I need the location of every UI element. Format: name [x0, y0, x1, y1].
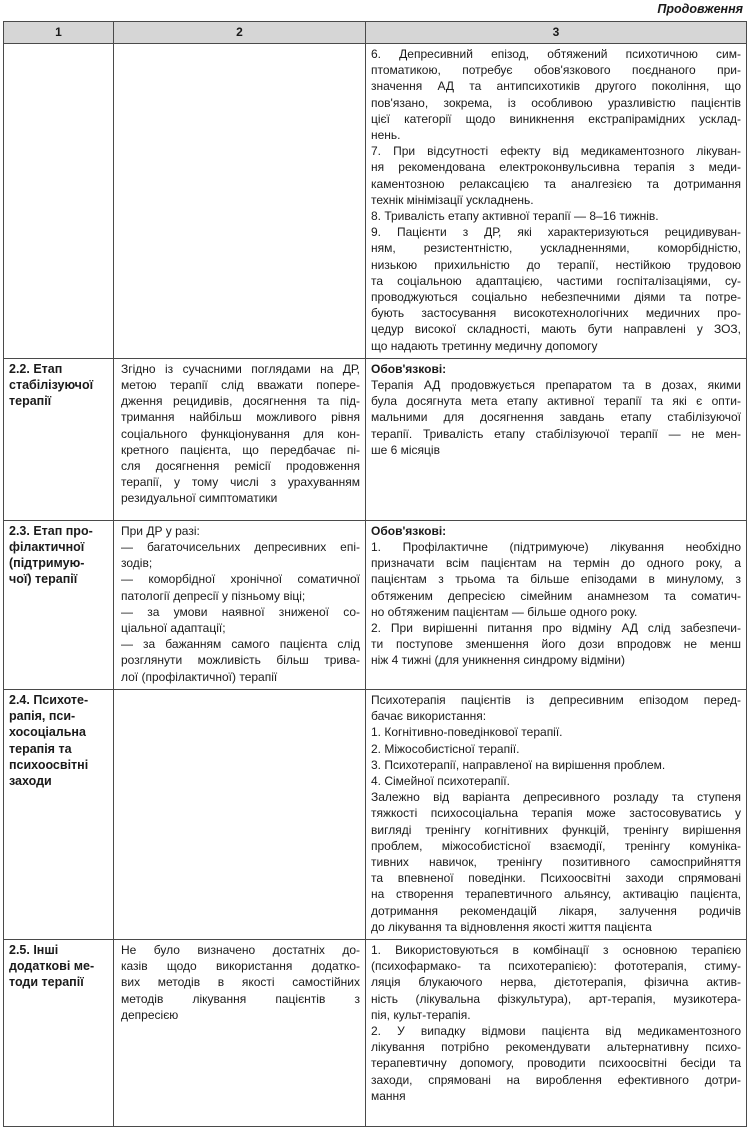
text-line: психоосвітні — [9, 757, 89, 772]
text-line: розглянути можливість більш трива- — [121, 653, 360, 668]
actions-cell — [366, 689, 747, 939]
text-line: ніж 4 тижні (для уникнення синдрому відміни) — [371, 653, 625, 668]
actions-title: Обов'язкові: — [371, 361, 447, 376]
text-line: та впевненої поведінки. Психоосвітні заходи спрямовані — [371, 871, 741, 886]
column-header-1: 1 — [4, 22, 114, 44]
text-line: 1. Когнітивно-поведінкової терапії. — [371, 725, 563, 740]
text-line: 2.4. Психоте- — [9, 692, 89, 707]
text-line: 4. Сімейної психотерапії. — [371, 773, 510, 788]
text-line: до лікування та відновлення якості життя пацієнта — [371, 919, 652, 934]
table-header-row — [4, 22, 747, 44]
text-line: ти поступове зменшення його дози впродовж не менш — [371, 637, 741, 652]
text-line: Згідно із сучасними поглядами на ДР, — [121, 361, 360, 376]
text-line: ність (лікувальна фізкультура), арт-терапія, музикотера- — [371, 991, 741, 1006]
goal-cell — [114, 939, 366, 1126]
text-line: чої) терапії — [9, 572, 78, 587]
text-line: — за умови наявної зниженої со- — [121, 604, 360, 619]
text-line: заходи — [9, 773, 52, 788]
text-line: 2.5. Інші — [9, 942, 59, 957]
continuation-label: Продовження — [657, 2, 743, 16]
text-line: каментозною релаксацією та аналгезією та дотримання — [371, 176, 741, 191]
text-line: Не було визначено достатніх до- — [121, 942, 360, 957]
text-line: цедур високої складності, мають бути направлені у ЗОЗ, — [371, 322, 741, 337]
text-line: сля досягнення ремісії продовження — [121, 459, 360, 474]
goal-cell — [114, 44, 366, 359]
text-line: лої (профілактичної) терапії — [121, 669, 278, 684]
text-line: 2.2. Етап — [9, 361, 63, 376]
stage-cell — [4, 358, 114, 520]
text-line: додаткові ме- — [9, 959, 95, 974]
actions-cell — [366, 939, 747, 1126]
text-line: терапії, у тому числі з урахуванням — [121, 475, 360, 490]
text-line: нень. — [371, 128, 401, 143]
text-line: дження рецидивів, досягнення та під- — [121, 394, 360, 409]
actions-cell — [366, 358, 747, 520]
text-line: 9. Пацієнти з ДР, які характеризуються рецидивуван- — [371, 225, 741, 240]
text-line: 6. Депресивний епізод, обтяжений психотичною сим- — [371, 47, 741, 61]
stage-cell — [4, 44, 114, 359]
text-line: заходи, спрямовані на вироблення ефективного дотри- — [371, 1072, 741, 1087]
text-line: пія, культ-терапія. — [371, 1007, 471, 1022]
stage-cell — [4, 520, 114, 689]
text-line: пацієнтам з трьома та більше епізодами в минулому, з — [371, 572, 741, 587]
text-line: кретного пацієнта, що передбачає пі- — [121, 442, 360, 457]
table-row — [4, 689, 747, 939]
text-line: значення АД та антипсихотиків другого покоління, що — [371, 79, 741, 94]
text-line: технік мінімізації ускладнень. — [371, 192, 534, 207]
stage-cell — [4, 939, 114, 1126]
text-line: Залежно від варіанта депресивного розладу та ступеня — [371, 790, 741, 805]
text-line: тримання найбільш можливого рівня — [121, 410, 360, 425]
text-line: резидуальної симптоматики — [121, 491, 278, 506]
text-line: терапевтичну допомогу, проводити психоосвітні бесіди та — [371, 1056, 741, 1071]
text-line: 3. Психотерапії, направленої на вирішення проблем. — [371, 757, 666, 772]
text-line: терапія та — [9, 741, 72, 756]
text-line: тивних навичок, тренінгу позитивного самосприйняття — [371, 854, 741, 869]
text-line: 1. Профілактичне (підтримуюче) лікування необхідно — [371, 540, 741, 555]
text-line: 7. При відсутності ефекту від медикаментозного лікуван- — [371, 144, 741, 159]
text-line: бують застосування високотехнологічних медичних про- — [371, 306, 741, 321]
text-line: була досягнута мета етапу активної терапії та які є опти- — [371, 394, 741, 409]
stage-cell — [4, 689, 114, 939]
text-line: 2.3. Етап про- — [9, 523, 93, 538]
text-line: мальними для досягнення завдань етапу стабілізуючої — [371, 410, 741, 425]
text-line: терапії. Тривалість етапу стабілізуючої терапії — не мен- — [371, 426, 741, 441]
text-line: терапії — [9, 394, 52, 409]
text-line: патології депресії у пізньому віці; — [121, 588, 306, 603]
text-line: низькою прихильністю до терапії, нестійкою трудовою — [371, 257, 741, 272]
text-line: тяжкості психосоціальна терапія може застосовуватись у — [371, 806, 741, 821]
text-line: 2. При вирішенні питання про відміну АД слід забезпечи- — [371, 621, 741, 636]
text-line: що надають третинну медичну допомогу — [371, 338, 598, 353]
table-row — [4, 939, 747, 1126]
column-header-3: 3 — [366, 22, 747, 44]
text-line: 8. Тривалість етапу активної терапії — 8–16 тижнів. — [371, 209, 659, 224]
text-line: метою терапії слід вважати попере- — [121, 378, 360, 393]
text-line: хосоціальна — [9, 725, 86, 740]
text-line: обтяженим депресією сімейним анамнезом та соматич- — [371, 588, 741, 603]
text-line: дотримання рекомендацій лікаря, залучення родичів — [371, 903, 741, 918]
text-line: призначати всім пацієнтам на термін до одного року, а — [371, 556, 741, 571]
actions-cell — [366, 520, 747, 689]
text-line: Психотерапія пацієнтів із депресивним епізодом перед- — [371, 692, 741, 707]
text-line: та соціальною адаптацією, частими госпіталізаціями, су- — [371, 273, 741, 288]
goal-cell — [114, 358, 366, 520]
actions-title: Обов'язкові: — [371, 523, 447, 538]
text-line: зодів; — [121, 556, 153, 571]
text-line: ляція блукаючого нерва, дієтотерапія, фізична актив- — [371, 975, 741, 990]
text-line: — за бажанням самого пацієнта слід — [121, 637, 360, 652]
text-line: При ДР у разі: — [121, 523, 200, 538]
text-line: птоматикою, потребує обов'язкового поєднаного при- — [371, 63, 741, 78]
text-line: вих методів в якості самостійних — [121, 975, 360, 990]
text-line: на створення терапевтичного альянсу, активацію пацієнта, — [371, 887, 741, 902]
text-line: 2. У випадку відмови пацієнта від медикаментозного — [371, 1023, 741, 1038]
text-line: (підтримую- — [9, 556, 85, 571]
text-line: ше 6 місяців — [371, 442, 440, 457]
text-line: ціальної адаптації; — [121, 621, 226, 636]
text-line: лікування потрібно рекомендувати альтернативну психо- — [371, 1040, 741, 1055]
text-line: методів лікування пацієнтів з — [121, 991, 360, 1006]
text-line: проблем, міжособистісної взаємодії, тренінгу комунікa- — [371, 838, 741, 853]
text-line: 2. Міжособистісної терапії. — [371, 741, 520, 756]
text-line: — багаточисельних депресивних епі- — [121, 540, 360, 555]
text-line: тоди терапії — [9, 975, 84, 990]
text-line: 1. Використовуються в комбінації з основною терапією — [371, 942, 741, 957]
text-line: но обтяженим пацієнтам — більше одного року. — [371, 604, 638, 619]
text-line: бачає використання: — [371, 709, 487, 724]
text-line: (психофармако- та психотерапією): фототерапія, стиму- — [371, 959, 741, 974]
text-line: філактичної — [9, 540, 85, 555]
text-line: мання — [371, 1088, 406, 1103]
table-row — [4, 358, 747, 520]
text-line: ня рекомендована електроконвульсивна терапія з меди- — [371, 160, 741, 175]
text-line: пов'язано, зокрема, із особливою уразливістю пацієнтів — [371, 95, 741, 110]
text-line: вигляді тренінгу когнітивних функцій, тренінгу вирішення — [371, 822, 741, 837]
text-line: стабілізуючої — [9, 378, 94, 393]
table-row — [4, 44, 747, 359]
actions-cell — [366, 44, 747, 359]
goal-cell — [114, 520, 366, 689]
table-row — [4, 520, 747, 689]
text-line: Терапія АД продовжується препаратом та в дозах, якими — [371, 378, 741, 393]
text-line: проводжуються соціально небезпечними діями та потре- — [371, 290, 741, 305]
text-line: соціального функціонування для кон- — [121, 426, 360, 441]
therapy-table — [3, 21, 747, 1127]
text-line: рапія, пси- — [9, 709, 76, 724]
text-line: — коморбідної хронічної соматичної — [121, 572, 360, 587]
text-line: ням, резистентністю, ускладненнями, коморбідністю, — [371, 241, 741, 256]
text-line: цієї категорії щодо виникнення екстрапірамідних усклад- — [371, 111, 741, 126]
text-line: депресією — [121, 1007, 179, 1022]
text-line: казів щодо використання додатко- — [121, 959, 360, 974]
column-header-2: 2 — [114, 22, 366, 44]
goal-cell — [114, 689, 366, 939]
